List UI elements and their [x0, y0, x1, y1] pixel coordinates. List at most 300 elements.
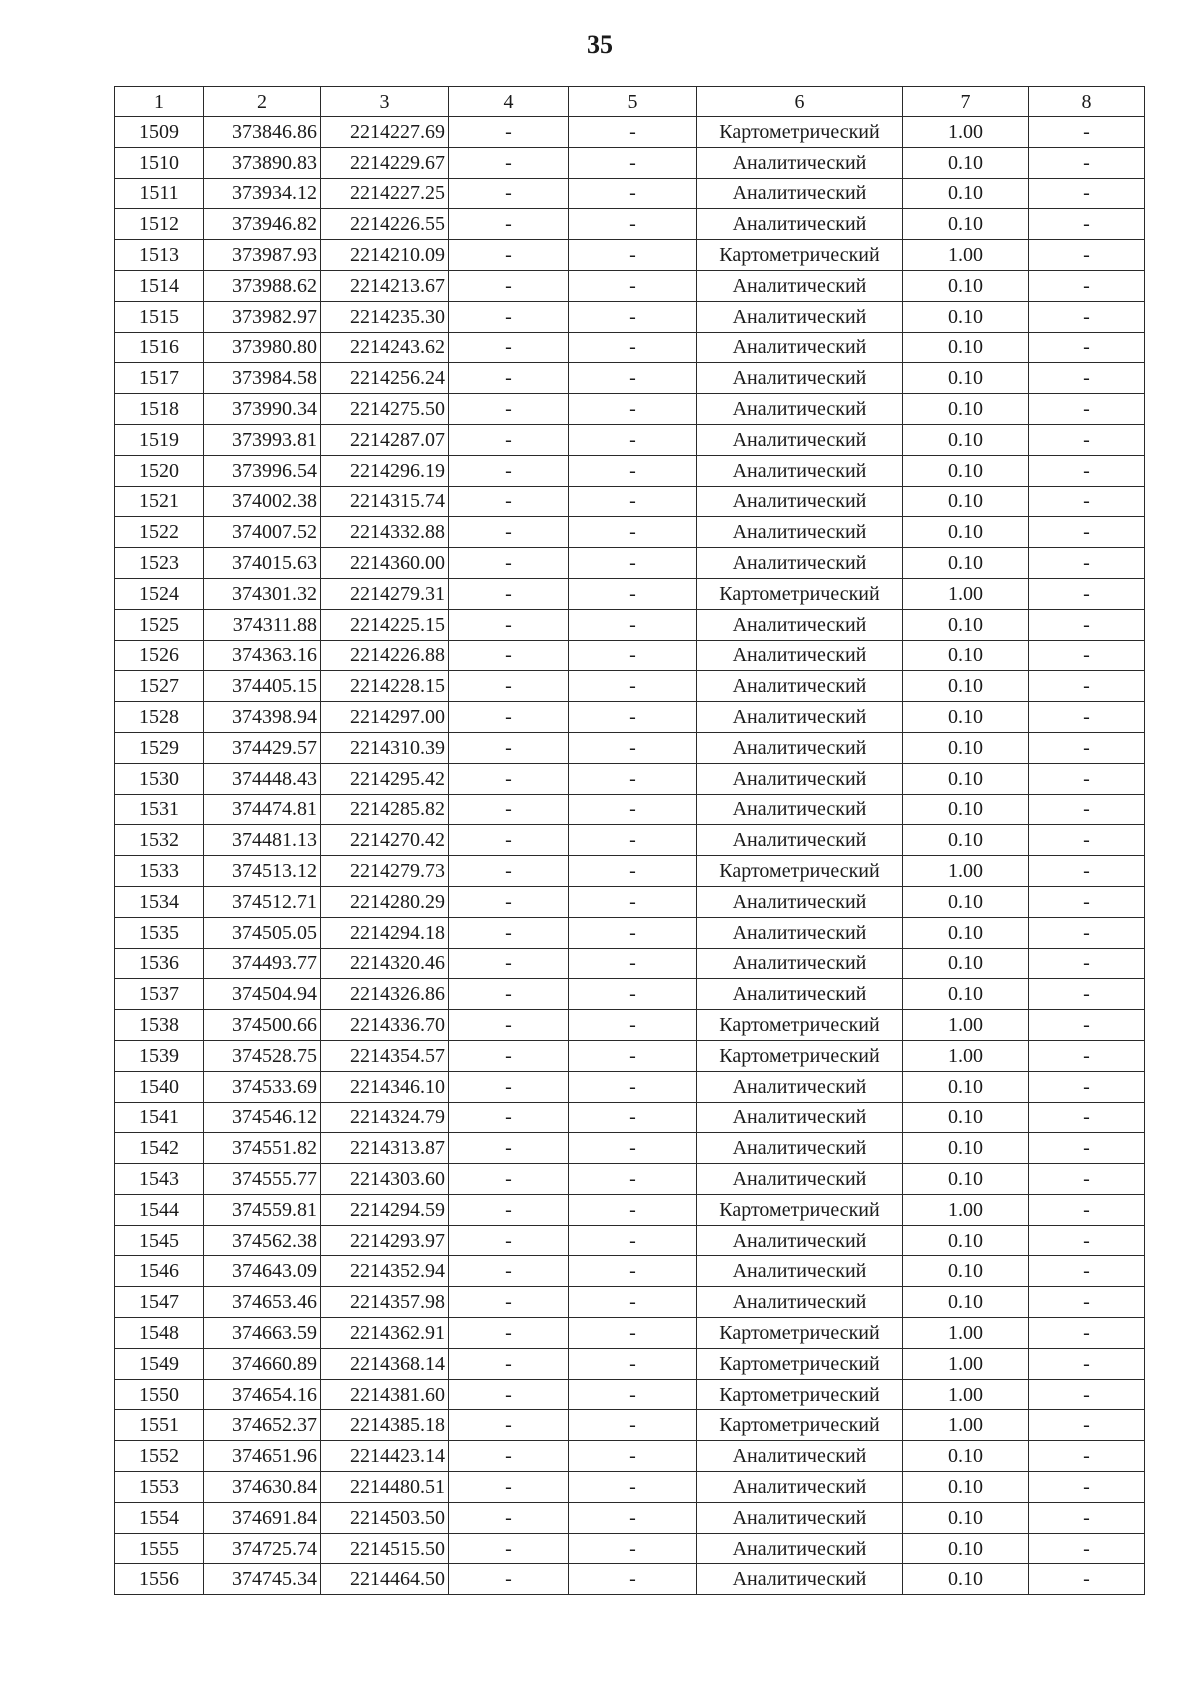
table-row [115, 763, 1145, 794]
x-coordinate-cell: 374630.84 [204, 1472, 321, 1503]
accuracy-cell: 0.10 [903, 455, 1029, 486]
x-coordinate-cell: 373980.80 [204, 332, 321, 363]
column-8-cell: - [1029, 332, 1145, 363]
column-header: 4 [449, 87, 569, 117]
table-row [115, 1502, 1145, 1533]
column-4-cell: - [449, 1348, 569, 1379]
column-header: 6 [697, 87, 903, 117]
x-coordinate-cell: 374643.09 [204, 1256, 321, 1287]
column-5-cell: - [569, 825, 697, 856]
column-8-cell: - [1029, 117, 1145, 148]
column-5-cell: - [569, 609, 697, 640]
table-row [115, 301, 1145, 332]
point-number-cell: 1554 [115, 1502, 204, 1533]
column-4-cell: - [449, 886, 569, 917]
column-8-cell: - [1029, 1318, 1145, 1349]
method-cell: Аналитический [697, 455, 903, 486]
column-4-cell: - [449, 1194, 569, 1225]
column-5-cell: - [569, 240, 697, 271]
column-4-cell: - [449, 1256, 569, 1287]
column-5-cell: - [569, 1071, 697, 1102]
x-coordinate-cell: 374505.05 [204, 917, 321, 948]
y-coordinate-cell: 2214275.50 [321, 394, 449, 425]
column-8-cell: - [1029, 1194, 1145, 1225]
method-cell: Аналитический [697, 1256, 903, 1287]
x-coordinate-cell: 373890.83 [204, 147, 321, 178]
table-row [115, 178, 1145, 209]
x-coordinate-cell: 374660.89 [204, 1348, 321, 1379]
accuracy-cell: 0.10 [903, 1472, 1029, 1503]
accuracy-cell: 0.10 [903, 270, 1029, 301]
column-8-cell: - [1029, 548, 1145, 579]
column-8-cell: - [1029, 517, 1145, 548]
y-coordinate-cell: 2214225.15 [321, 609, 449, 640]
column-5-cell: - [569, 363, 697, 394]
point-number-cell: 1542 [115, 1133, 204, 1164]
point-number-cell: 1528 [115, 702, 204, 733]
table-row [115, 424, 1145, 455]
point-number-cell: 1524 [115, 578, 204, 609]
method-cell: Аналитический [697, 671, 903, 702]
method-cell: Аналитический [697, 209, 903, 240]
x-coordinate-cell: 374663.59 [204, 1318, 321, 1349]
accuracy-cell: 1.00 [903, 1040, 1029, 1071]
point-number-cell: 1514 [115, 270, 204, 301]
x-coordinate-cell: 374363.16 [204, 640, 321, 671]
point-number-cell: 1509 [115, 117, 204, 148]
column-5-cell: - [569, 1472, 697, 1503]
table-row [115, 1472, 1145, 1503]
method-cell: Аналитический [697, 1287, 903, 1318]
column-header: 8 [1029, 87, 1145, 117]
column-8-cell: - [1029, 609, 1145, 640]
column-5-cell: - [569, 794, 697, 825]
column-5-cell: - [569, 1348, 697, 1379]
table-row [115, 1410, 1145, 1441]
column-4-cell: - [449, 640, 569, 671]
column-5-cell: - [569, 1318, 697, 1349]
column-5-cell: - [569, 1194, 697, 1225]
column-8-cell: - [1029, 1256, 1145, 1287]
method-cell: Аналитический [697, 1102, 903, 1133]
column-8-cell: - [1029, 1040, 1145, 1071]
column-4-cell: - [449, 1225, 569, 1256]
y-coordinate-cell: 2214326.86 [321, 979, 449, 1010]
point-number-cell: 1516 [115, 332, 204, 363]
accuracy-cell: 0.10 [903, 794, 1029, 825]
column-4-cell: - [449, 1502, 569, 1533]
column-4-cell: - [449, 548, 569, 579]
column-4-cell: - [449, 917, 569, 948]
y-coordinate-cell: 2214381.60 [321, 1379, 449, 1410]
table-row [115, 917, 1145, 948]
x-coordinate-cell: 373988.62 [204, 270, 321, 301]
column-4-cell: - [449, 209, 569, 240]
column-4-cell: - [449, 363, 569, 394]
y-coordinate-cell: 2214385.18 [321, 1410, 449, 1441]
column-4-cell: - [449, 147, 569, 178]
table-row [115, 117, 1145, 148]
column-8-cell: - [1029, 301, 1145, 332]
method-cell: Аналитический [697, 394, 903, 425]
accuracy-cell: 0.10 [903, 825, 1029, 856]
method-cell: Аналитический [697, 609, 903, 640]
column-8-cell: - [1029, 270, 1145, 301]
column-5-cell: - [569, 486, 697, 517]
column-5-cell: - [569, 332, 697, 363]
accuracy-cell: 1.00 [903, 1318, 1029, 1349]
table-row [115, 578, 1145, 609]
accuracy-cell: 0.10 [903, 1225, 1029, 1256]
point-number-cell: 1538 [115, 1010, 204, 1041]
accuracy-cell: 1.00 [903, 1410, 1029, 1441]
column-4-cell: - [449, 1010, 569, 1041]
y-coordinate-cell: 2214227.69 [321, 117, 449, 148]
x-coordinate-cell: 373987.93 [204, 240, 321, 271]
point-number-cell: 1546 [115, 1256, 204, 1287]
accuracy-cell: 0.10 [903, 702, 1029, 733]
x-coordinate-cell: 373990.34 [204, 394, 321, 425]
table-row [115, 1533, 1145, 1564]
point-number-cell: 1523 [115, 548, 204, 579]
accuracy-cell: 0.10 [903, 1071, 1029, 1102]
method-cell: Аналитический [697, 1225, 903, 1256]
accuracy-cell: 1.00 [903, 240, 1029, 271]
point-number-cell: 1551 [115, 1410, 204, 1441]
column-4-cell: - [449, 332, 569, 363]
x-coordinate-cell: 374652.37 [204, 1410, 321, 1441]
column-8-cell: - [1029, 763, 1145, 794]
x-coordinate-cell: 374654.16 [204, 1379, 321, 1410]
accuracy-cell: 0.10 [903, 209, 1029, 240]
point-number-cell: 1527 [115, 671, 204, 702]
x-coordinate-cell: 373982.97 [204, 301, 321, 332]
y-coordinate-cell: 2214332.88 [321, 517, 449, 548]
column-8-cell: - [1029, 394, 1145, 425]
table-row [115, 856, 1145, 887]
method-cell: Аналитический [697, 917, 903, 948]
x-coordinate-cell: 373946.82 [204, 209, 321, 240]
column-8-cell: - [1029, 178, 1145, 209]
accuracy-cell: 1.00 [903, 1010, 1029, 1041]
column-8-cell: - [1029, 1102, 1145, 1133]
table-row [115, 517, 1145, 548]
column-4-cell: - [449, 794, 569, 825]
y-coordinate-cell: 2214294.59 [321, 1194, 449, 1225]
method-cell: Аналитический [697, 763, 903, 794]
table-row [115, 270, 1145, 301]
y-coordinate-cell: 2214423.14 [321, 1441, 449, 1472]
table-row [115, 394, 1145, 425]
accuracy-cell: 1.00 [903, 1348, 1029, 1379]
point-number-cell: 1537 [115, 979, 204, 1010]
column-5-cell: - [569, 732, 697, 763]
method-cell: Аналитический [697, 979, 903, 1010]
method-cell: Аналитический [697, 301, 903, 332]
table-row [115, 979, 1145, 1010]
column-4-cell: - [449, 1441, 569, 1472]
column-8-cell: - [1029, 1225, 1145, 1256]
point-number-cell: 1550 [115, 1379, 204, 1410]
accuracy-cell: 0.10 [903, 886, 1029, 917]
table-body [115, 117, 1145, 1595]
column-5-cell: - [569, 763, 697, 794]
table-row [115, 886, 1145, 917]
y-coordinate-cell: 2214287.07 [321, 424, 449, 455]
method-cell: Аналитический [697, 1133, 903, 1164]
point-number-cell: 1534 [115, 886, 204, 917]
point-number-cell: 1515 [115, 301, 204, 332]
column-4-cell: - [449, 1318, 569, 1349]
point-number-cell: 1545 [115, 1225, 204, 1256]
accuracy-cell: 0.10 [903, 1164, 1029, 1195]
column-5-cell: - [569, 856, 697, 887]
accuracy-cell: 0.10 [903, 948, 1029, 979]
point-number-cell: 1512 [115, 209, 204, 240]
accuracy-cell: 0.10 [903, 424, 1029, 455]
y-coordinate-cell: 2214360.00 [321, 548, 449, 579]
method-cell: Аналитический [697, 794, 903, 825]
column-8-cell: - [1029, 1287, 1145, 1318]
point-number-cell: 1513 [115, 240, 204, 271]
x-coordinate-cell: 374493.77 [204, 948, 321, 979]
accuracy-cell: 0.10 [903, 732, 1029, 763]
method-cell: Аналитический [697, 486, 903, 517]
point-number-cell: 1541 [115, 1102, 204, 1133]
column-5-cell: - [569, 578, 697, 609]
x-coordinate-cell: 374405.15 [204, 671, 321, 702]
y-coordinate-cell: 2214352.94 [321, 1256, 449, 1287]
column-4-cell: - [449, 1472, 569, 1503]
table-row [115, 548, 1145, 579]
accuracy-cell: 0.10 [903, 1564, 1029, 1595]
x-coordinate-cell: 374546.12 [204, 1102, 321, 1133]
point-number-cell: 1531 [115, 794, 204, 825]
column-4-cell: - [449, 1102, 569, 1133]
method-cell: Аналитический [697, 178, 903, 209]
point-number-cell: 1511 [115, 178, 204, 209]
column-8-cell: - [1029, 1071, 1145, 1102]
column-5-cell: - [569, 886, 697, 917]
column-4-cell: - [449, 1040, 569, 1071]
table-row [115, 948, 1145, 979]
table-row [115, 732, 1145, 763]
x-coordinate-cell: 373996.54 [204, 455, 321, 486]
method-cell: Аналитический [697, 1564, 903, 1595]
accuracy-cell: 0.10 [903, 671, 1029, 702]
column-8-cell: - [1029, 640, 1145, 671]
column-8-cell: - [1029, 1348, 1145, 1379]
table-row [115, 1010, 1145, 1041]
table-row [115, 794, 1145, 825]
point-number-cell: 1540 [115, 1071, 204, 1102]
column-5-cell: - [569, 1287, 697, 1318]
accuracy-cell: 0.10 [903, 1133, 1029, 1164]
column-header: 3 [321, 87, 449, 117]
column-8-cell: - [1029, 886, 1145, 917]
method-cell: Аналитический [697, 147, 903, 178]
column-4-cell: - [449, 117, 569, 148]
column-4-cell: - [449, 455, 569, 486]
column-8-cell: - [1029, 1502, 1145, 1533]
table-row [115, 1441, 1145, 1472]
accuracy-cell: 1.00 [903, 1194, 1029, 1225]
table-row [115, 1194, 1145, 1225]
point-number-cell: 1520 [115, 455, 204, 486]
table-row [115, 147, 1145, 178]
accuracy-cell: 1.00 [903, 578, 1029, 609]
y-coordinate-cell: 2214503.50 [321, 1502, 449, 1533]
column-4-cell: - [449, 732, 569, 763]
column-5-cell: - [569, 1502, 697, 1533]
y-coordinate-cell: 2214315.74 [321, 486, 449, 517]
column-5-cell: - [569, 301, 697, 332]
point-number-cell: 1535 [115, 917, 204, 948]
method-cell: Картометрический [697, 856, 903, 887]
y-coordinate-cell: 2214280.29 [321, 886, 449, 917]
column-8-cell: - [1029, 702, 1145, 733]
x-coordinate-cell: 374513.12 [204, 856, 321, 887]
point-number-cell: 1548 [115, 1318, 204, 1349]
column-8-cell: - [1029, 825, 1145, 856]
column-header: 5 [569, 87, 697, 117]
column-4-cell: - [449, 486, 569, 517]
y-coordinate-cell: 2214279.73 [321, 856, 449, 887]
column-4-cell: - [449, 702, 569, 733]
point-number-cell: 1532 [115, 825, 204, 856]
column-4-cell: - [449, 394, 569, 425]
y-coordinate-cell: 2214362.91 [321, 1318, 449, 1349]
x-coordinate-cell: 374015.63 [204, 548, 321, 579]
x-coordinate-cell: 374311.88 [204, 609, 321, 640]
accuracy-cell: 0.10 [903, 178, 1029, 209]
point-number-cell: 1553 [115, 1472, 204, 1503]
column-5-cell: - [569, 455, 697, 486]
method-cell: Аналитический [697, 548, 903, 579]
method-cell: Аналитический [697, 332, 903, 363]
x-coordinate-cell: 374448.43 [204, 763, 321, 794]
table-row [115, 702, 1145, 733]
column-4-cell: - [449, 948, 569, 979]
table-row [115, 1133, 1145, 1164]
accuracy-cell: 0.10 [903, 609, 1029, 640]
point-number-cell: 1539 [115, 1040, 204, 1071]
x-coordinate-cell: 374745.34 [204, 1564, 321, 1595]
column-4-cell: - [449, 270, 569, 301]
x-coordinate-cell: 374528.75 [204, 1040, 321, 1071]
accuracy-cell: 0.10 [903, 1102, 1029, 1133]
y-coordinate-cell: 2214296.19 [321, 455, 449, 486]
column-8-cell: - [1029, 424, 1145, 455]
method-cell: Аналитический [697, 702, 903, 733]
column-header: 2 [204, 87, 321, 117]
column-8-cell: - [1029, 794, 1145, 825]
y-coordinate-cell: 2214256.24 [321, 363, 449, 394]
point-number-cell: 1556 [115, 1564, 204, 1595]
table-row [115, 486, 1145, 517]
column-5-cell: - [569, 1040, 697, 1071]
column-5-cell: - [569, 548, 697, 579]
y-coordinate-cell: 2214226.55 [321, 209, 449, 240]
y-coordinate-cell: 2214293.97 [321, 1225, 449, 1256]
table-row [115, 671, 1145, 702]
accuracy-cell: 0.10 [903, 1256, 1029, 1287]
point-number-cell: 1521 [115, 486, 204, 517]
column-8-cell: - [1029, 209, 1145, 240]
y-coordinate-cell: 2214313.87 [321, 1133, 449, 1164]
point-number-cell: 1555 [115, 1533, 204, 1564]
accuracy-cell: 1.00 [903, 1379, 1029, 1410]
column-5-cell: - [569, 917, 697, 948]
method-cell: Картометрический [697, 1194, 903, 1225]
column-4-cell: - [449, 825, 569, 856]
point-number-cell: 1544 [115, 1194, 204, 1225]
y-coordinate-cell: 2214354.57 [321, 1040, 449, 1071]
table-row [115, 1564, 1145, 1595]
column-5-cell: - [569, 1533, 697, 1564]
x-coordinate-cell: 374500.66 [204, 1010, 321, 1041]
column-8-cell: - [1029, 1441, 1145, 1472]
x-coordinate-cell: 373846.86 [204, 117, 321, 148]
column-8-cell: - [1029, 1564, 1145, 1595]
column-8-cell: - [1029, 1133, 1145, 1164]
column-5-cell: - [569, 517, 697, 548]
column-4-cell: - [449, 301, 569, 332]
column-8-cell: - [1029, 1379, 1145, 1410]
table-row [115, 1102, 1145, 1133]
y-coordinate-cell: 2214368.14 [321, 1348, 449, 1379]
method-cell: Картометрический [697, 1318, 903, 1349]
table-row [115, 825, 1145, 856]
method-cell: Аналитический [697, 424, 903, 455]
column-8-cell: - [1029, 856, 1145, 887]
column-4-cell: - [449, 1410, 569, 1441]
point-number-cell: 1510 [115, 147, 204, 178]
column-5-cell: - [569, 270, 697, 301]
x-coordinate-cell: 374653.46 [204, 1287, 321, 1318]
y-coordinate-cell: 2214210.09 [321, 240, 449, 271]
table-row [115, 240, 1145, 271]
table-row [115, 1071, 1145, 1102]
column-8-cell: - [1029, 732, 1145, 763]
column-5-cell: - [569, 1225, 697, 1256]
method-cell: Аналитический [697, 732, 903, 763]
column-5-cell: - [569, 702, 697, 733]
method-cell: Аналитический [697, 1533, 903, 1564]
y-coordinate-cell: 2214228.15 [321, 671, 449, 702]
method-cell: Аналитический [697, 270, 903, 301]
x-coordinate-cell: 374481.13 [204, 825, 321, 856]
accuracy-cell: 0.10 [903, 763, 1029, 794]
column-4-cell: - [449, 1071, 569, 1102]
column-8-cell: - [1029, 917, 1145, 948]
method-cell: Картометрический [697, 1379, 903, 1410]
x-coordinate-cell: 374555.77 [204, 1164, 321, 1195]
point-number-cell: 1543 [115, 1164, 204, 1195]
column-4-cell: - [449, 578, 569, 609]
column-4-cell: - [449, 240, 569, 271]
table-row [115, 1256, 1145, 1287]
x-coordinate-cell: 374559.81 [204, 1194, 321, 1225]
method-cell: Аналитический [697, 1502, 903, 1533]
column-5-cell: - [569, 178, 697, 209]
y-coordinate-cell: 2214297.00 [321, 702, 449, 733]
method-cell: Аналитический [697, 948, 903, 979]
y-coordinate-cell: 2214515.50 [321, 1533, 449, 1564]
point-number-cell: 1525 [115, 609, 204, 640]
column-4-cell: - [449, 1533, 569, 1564]
table-row [115, 209, 1145, 240]
